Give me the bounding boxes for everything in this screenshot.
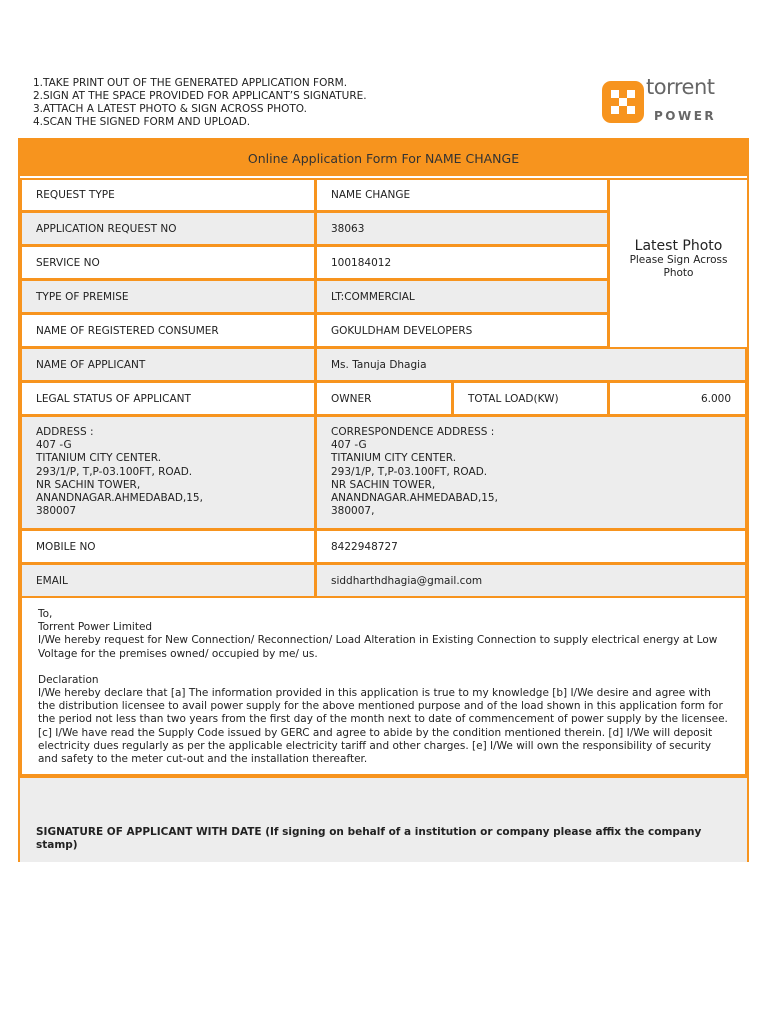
applicant-label: NAME OF APPLICANT <box>20 347 316 382</box>
applicant-value: Ms. Tanuja Dhagia <box>315 347 747 382</box>
instruction-line: 2.SIGN AT THE SPACE PROVIDED FOR APPLICANT’S SIGNATURE. <box>33 90 367 102</box>
mobile-label: MOBILE NO <box>20 529 316 564</box>
app-request-no-label: APPLICATION REQUEST NO <box>20 211 316 246</box>
photo-title: Latest Photo <box>634 238 723 254</box>
email-value: siddharthdhagia@gmail.com <box>315 563 747 598</box>
instruction-line: 1.TAKE PRINT OUT OF THE GENERATED APPLICATION FORM. <box>33 77 348 89</box>
photo-box <box>608 178 749 350</box>
registered-consumer-label: NAME OF REGISTERED CONSUMER <box>20 313 316 348</box>
photo-subtitle: Please Sign Across Photo <box>629 254 728 279</box>
signature-label: SIGNATURE OF APPLICANT WITH DATE (If signing on behalf of a institution or company please affix the company stamp) <box>36 826 702 852</box>
premise-label: TYPE OF PREMISE <box>20 279 316 314</box>
signature-area <box>20 776 747 862</box>
instruction-line: 3.ATTACH A LATEST PHOTO & SIGN ACROSS PHOTO. <box>33 103 307 115</box>
premise-value: LT:COMMERCIAL <box>315 279 609 314</box>
registered-consumer-value: GOKULDHAM DEVELOPERS <box>315 313 609 348</box>
correspondence-address-value: CORRESPONDENCE ADDRESS : 407 -G TITANIUM CITY CENTER. 293/1/P, T,P-03.100FT, ROAD. NR SACHIN TOWER, ANANDNAGAR.AHMEDABAD,15, 380007, <box>315 415 747 530</box>
form-title: Online Application Form For NAME CHANGE <box>20 140 747 176</box>
declaration-body: I/We hereby declare that [a] The information provided in this application is true to my knowledge [b] I/We desire and agree with the distribution licensee to avail power supply for the above mentioned purpose and of the load shown in this application form for the period not less than two years from the first day of the month next to date of commencement of power supply by the licensee. [c] I/We have read the Supply Code issued by GERC and agree to abide by the condition mentioned therein. [d] I/We will deposit electricity dues regularly as per the applicable electricity tariff and other charges. [e] I/We will own the responsibility of security and safety to the meter cut-out and the installation thereafter. <box>38 687 728 766</box>
declaration-company: Torrent Power Limited <box>38 621 153 634</box>
torrent-power-logo <box>602 75 737 123</box>
address-label: ADDRESS : 407 -G TITANIUM CITY CENTER. 293/1/P, T,P-03.100FT, ROAD. NR SACHIN TOWER, ANANDNAGAR.AHMEDABAD,15, 380007 <box>20 415 316 530</box>
application-form <box>18 138 749 862</box>
declaration-section <box>20 596 747 776</box>
service-no-value: 100184012 <box>315 245 609 280</box>
app-request-no-value: 38063 <box>315 211 609 246</box>
mobile-value: 8422948727 <box>315 529 747 564</box>
request-type-value: NAME CHANGE <box>315 178 609 212</box>
total-load-value: 6.000 <box>608 381 747 416</box>
declaration-to: To, <box>38 608 53 620</box>
total-load-label: TOTAL LOAD(KW) <box>452 381 609 416</box>
service-no-label: SERVICE NO <box>20 245 316 280</box>
declaration-request: I/We hereby request for New Connection/ Reconnection/ Load Alteration in Existing Connection to supply electrical energy at Low Voltage for the premises owned/ occupied by me/ us. <box>38 634 718 660</box>
declaration-heading: Declaration <box>38 673 99 686</box>
torrent-checker-icon <box>602 81 644 123</box>
instructions <box>33 77 367 129</box>
logo-wordmark: torrent <box>646 75 715 99</box>
legal-status-value: OWNER <box>315 381 453 416</box>
request-type-label: REQUEST TYPE <box>20 178 316 212</box>
logo-subtitle: POWER <box>654 109 717 123</box>
instruction-line: 4.SCAN THE SIGNED FORM AND UPLOAD. <box>33 116 251 128</box>
legal-status-label: LEGAL STATUS OF APPLICANT <box>20 381 316 416</box>
email-label: EMAIL <box>20 563 316 598</box>
